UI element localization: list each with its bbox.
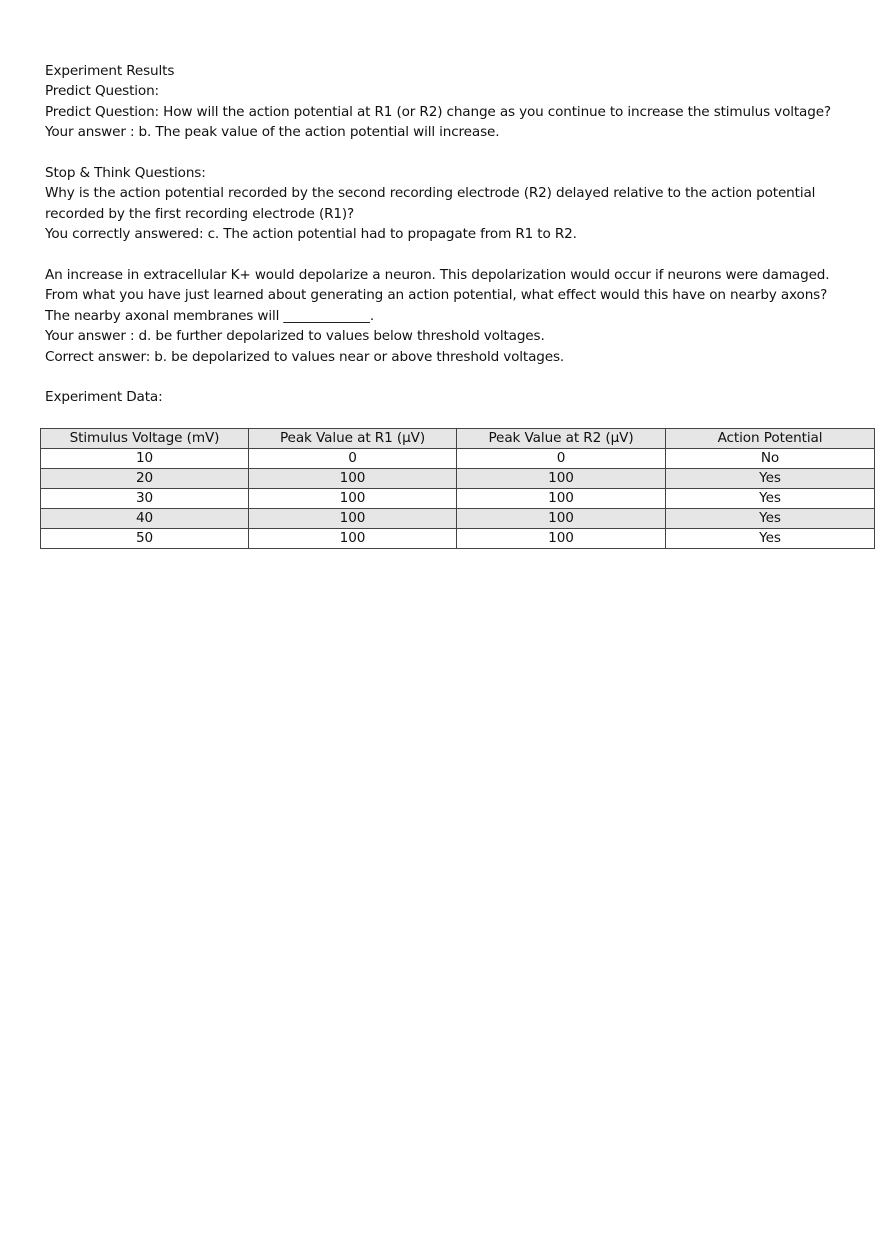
stop-think-q1-answer: You correctly answered: c. The action potential had to propagate from R1 to R2. xyxy=(45,226,577,243)
cell-action-potential: Yes xyxy=(666,469,875,489)
table-header-row xyxy=(41,429,875,449)
cell-peak-r2: 100 xyxy=(457,489,666,509)
cell-stimulus-voltage: 40 xyxy=(41,509,249,529)
column-header-peak-r2: Peak Value at R2 (µV) xyxy=(457,429,666,449)
table-row xyxy=(41,489,875,509)
spacer xyxy=(45,367,845,387)
cell-action-potential: Yes xyxy=(666,529,875,549)
predict-label: Predict Question: xyxy=(45,83,159,100)
table-row xyxy=(41,509,875,529)
stop-think-q2-your-answer: Your answer : d. be further depolarized to values below threshold voltages. xyxy=(45,328,545,345)
stop-think-q2-correct-answer: Correct answer: b. be depolarized to values near or above threshold voltages. xyxy=(45,348,565,365)
cell-stimulus-voltage: 20 xyxy=(41,469,249,489)
cell-peak-r2: 100 xyxy=(457,469,666,489)
predict-answer: Your answer : b. The peak value of the action potential will increase. xyxy=(45,124,500,141)
cell-stimulus-voltage: 30 xyxy=(41,489,249,509)
cell-stimulus-voltage: 50 xyxy=(41,529,249,549)
stop-think-q1-question: Why is the action potential recorded by the second recording electrode (R2) delayed relative to the action potential recorded by the first recording electrode (R1)? xyxy=(45,185,816,222)
column-header-action-potential: Action Potential xyxy=(666,429,875,449)
cell-peak-r1: 100 xyxy=(249,509,457,529)
stop-think-label: Stop & Think Questions: xyxy=(45,165,206,182)
report-heading: Experiment Results xyxy=(45,63,175,79)
cell-peak-r1: 100 xyxy=(249,489,457,509)
cell-peak-r2: 0 xyxy=(457,449,666,469)
cell-action-potential: Yes xyxy=(666,509,875,529)
predict-question: Predict Question: How will the action potential at R1 (or R2) change as you continue to increase the stimulus voltage? xyxy=(45,103,831,120)
column-header-stimulus-voltage: Stimulus Voltage (mV) xyxy=(41,429,249,449)
experiment-data-label: Experiment Data: xyxy=(45,389,163,406)
experiment-data-table xyxy=(40,428,875,549)
cell-stimulus-voltage: 10 xyxy=(41,449,249,469)
table-row xyxy=(41,529,875,549)
cell-peak-r2: 100 xyxy=(457,529,666,549)
spacer xyxy=(45,245,845,265)
table-row xyxy=(41,449,875,469)
cell-action-potential: No xyxy=(666,449,875,469)
spacer xyxy=(45,143,845,163)
cell-peak-r2: 100 xyxy=(457,509,666,529)
column-header-peak-r1: Peak Value at R1 (µV) xyxy=(249,429,457,449)
cell-peak-r1: 100 xyxy=(249,529,457,549)
table-row xyxy=(41,469,875,489)
stop-think-q2-question: An increase in extracellular K+ would depolarize a neuron. This depolarization would occur if neurons were damaged. From what you have just learned about generating an action potential, what effect would this have on nearby axons? The nearby axonal membranes will _____________. xyxy=(45,267,830,324)
cell-peak-r1: 100 xyxy=(249,469,457,489)
report-text xyxy=(45,61,845,408)
cell-action-potential: Yes xyxy=(666,489,875,509)
cell-peak-r1: 0 xyxy=(249,449,457,469)
